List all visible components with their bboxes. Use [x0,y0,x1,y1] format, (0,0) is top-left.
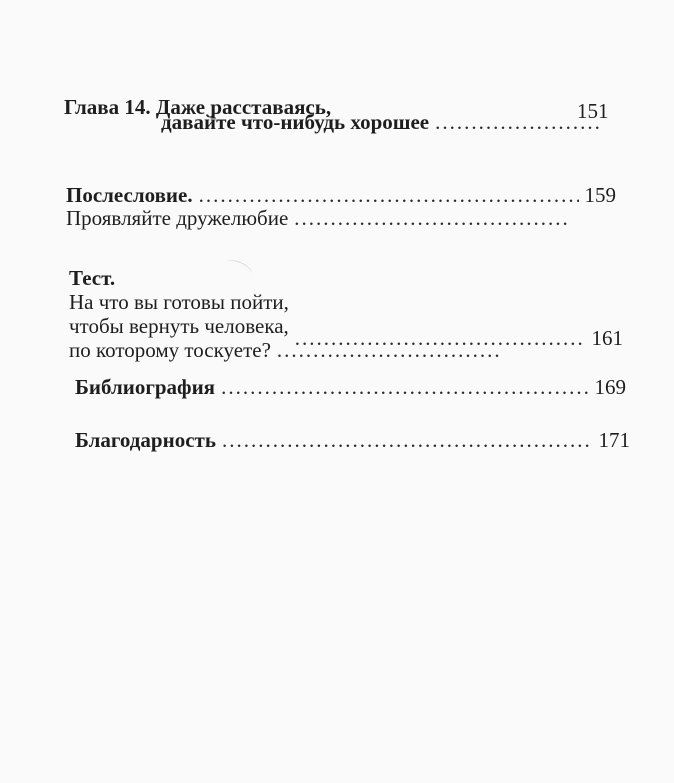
toc-leader-dots [294,206,570,230]
toc-test-page: 161 [591,326,623,350]
toc-ch14-title-line2: давайте что-нибудь хорошее [161,110,430,134]
toc-afterword-subtitle: Проявляйте дружелюбие [66,206,289,230]
toc-entry-afterword-subtitle [66,206,576,230]
paper-mark [224,257,255,281]
toc-bibliography-title: Библиография [75,375,216,399]
toc-leader-dots [277,338,503,362]
toc-test-title: Тест. [69,266,116,290]
toc-entry-afterword-title [66,183,616,207]
toc-afterword-page: 159 [584,183,616,207]
toc-entry-test-line1 [69,290,289,314]
toc-ch14-title-line1: Глава 14. Даже расставаясь, [64,95,332,119]
toc-entry-ch14-line2 [161,110,609,134]
toc-ch14-page: 151 [577,99,609,123]
toc-leader-dots [221,375,588,399]
toc-acknowledgments-page: 171 [598,428,630,452]
toc-leader-dots [222,428,593,452]
toc-test-line3: по которому тоскуете? [69,338,271,362]
toc-entry-acknowledgments [75,428,630,452]
toc-acknowledgments-title: Благодарность [75,428,216,452]
toc-afterword-title: Послесловие. [66,183,193,207]
toc-test-line1: На что вы готовы пойти, [69,290,289,314]
toc-test-line2: чтобы вернуть человека, [69,314,289,338]
toc-ch14-page-wrap [577,99,609,123]
toc-bibliography-page: 169 [594,375,626,399]
toc-leader-dots [199,183,579,207]
toc-entry-test-title [69,266,115,290]
toc-entry-test-line3b [69,338,509,362]
toc-entry-bibliography [75,375,626,399]
